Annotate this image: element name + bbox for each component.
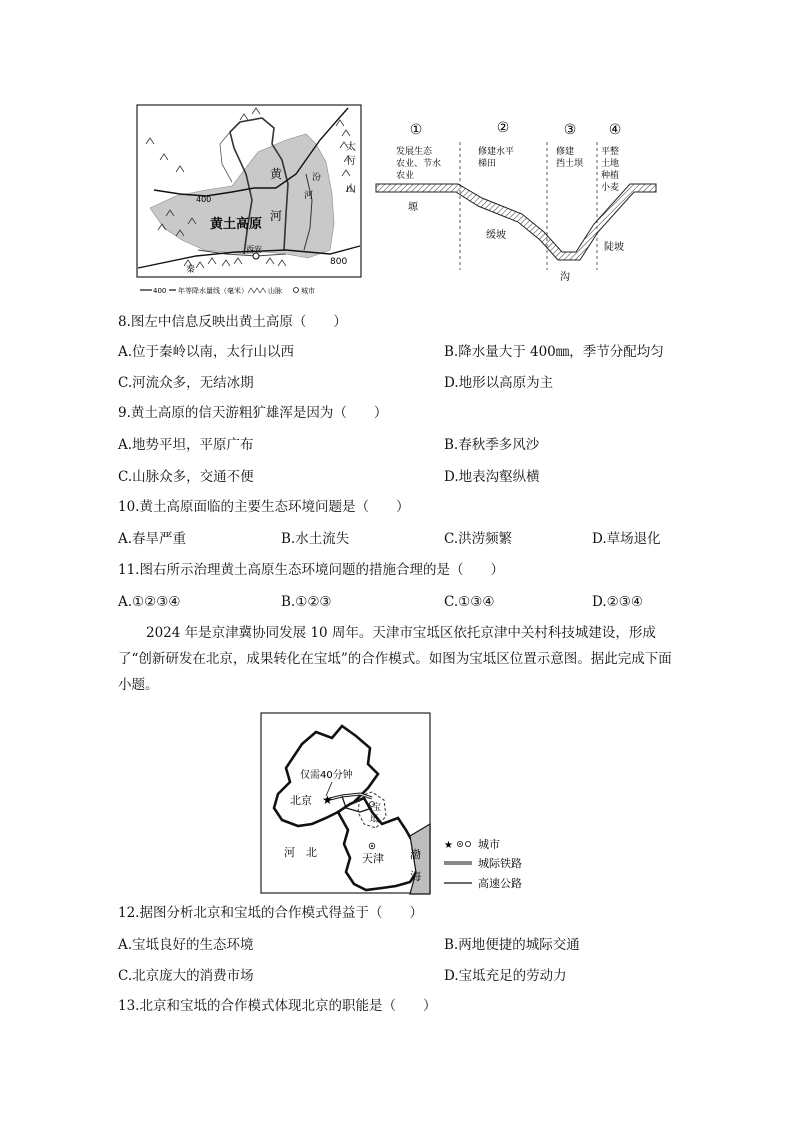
legend-line-value: 400 xyxy=(153,287,167,295)
label-he2: 河 xyxy=(304,191,314,201)
label-beijing: 北京 xyxy=(290,794,312,807)
question-11-option-d[interactable]: D.②③④ xyxy=(592,594,643,610)
label-gentle-slope: 缓坡 xyxy=(486,230,506,241)
question-8-option-c[interactable]: C.河流众多，无结冰期 xyxy=(118,375,254,391)
label-baodi-1: 宝 xyxy=(372,803,382,813)
legend-mountain-text: 山脉 xyxy=(268,287,282,295)
question-9-option-a[interactable]: A.地势平坦，平原广布 xyxy=(118,437,254,453)
label-huang: 黄 xyxy=(270,167,283,181)
measure-1-line-1: 发展生态 xyxy=(396,147,433,157)
label-iso400: 400 xyxy=(196,195,212,204)
question-8-stem: 8.图左中信息反映出黄土高原（ ） xyxy=(118,314,347,330)
header-1: ① xyxy=(409,122,423,138)
measure-2-line-2: 梯田 xyxy=(478,159,497,169)
question-12-option-b[interactable]: B.两地便捷的城际交通 xyxy=(444,937,580,953)
label-tianjin: 天津 xyxy=(362,852,384,865)
label-he: 河 xyxy=(270,209,283,223)
question-12-option-d[interactable]: D.宝坻充足的劳动力 xyxy=(444,968,567,984)
passage-text: 2024 年是京津冀协同发展 10 周年。天津市宝坻区依托京津中关村科技城建设，形成了“创新研发在北京，成果转化在宝坻”的合作模式。如图为宝坻区位置示意图。据此完成下面小题。 xyxy=(118,625,672,693)
label-plateau: 黄土高原 xyxy=(210,217,263,232)
question-10-stem: 10.黄土高原面临的主要生态环境问题是（ ） xyxy=(118,499,410,515)
question-8-option-d[interactable]: D.地形以高原为主 xyxy=(444,375,554,391)
measure-1-line-3: 农业 xyxy=(396,171,415,181)
label-hebei: 河 北 xyxy=(284,846,317,859)
legend-circle-icon xyxy=(465,841,470,846)
label-bohai-2: 海 xyxy=(410,870,421,883)
legend-city: 城市 xyxy=(478,838,500,851)
label-bohai-1: 渤 xyxy=(410,848,421,861)
legend-city-text: 城市 xyxy=(301,287,315,295)
label-qin: 秦 xyxy=(186,265,196,275)
measure-1-line-2: 农业、节水 xyxy=(396,159,442,169)
question-8-option-a[interactable]: A.位于秦岭以南，太行山以西 xyxy=(118,344,295,360)
question-11-stem: 11.图右所示治理黄土高原生态环境问题的措施合理的是（ ） xyxy=(118,562,504,578)
question-9-option-c[interactable]: C.山脉众多，交通不便 xyxy=(118,469,254,485)
measure-4-line-3: 种植 xyxy=(601,171,620,181)
header-4: ④ xyxy=(608,122,622,138)
question-11-option-b[interactable]: B.①②③ xyxy=(281,594,332,610)
label-taihang-2: 行 xyxy=(346,156,356,167)
measure-3-line-2: 挡土坝 xyxy=(556,159,584,169)
question-11-option-a[interactable]: A.①②③④ xyxy=(118,594,181,610)
legend-star-icon: ★ xyxy=(444,840,453,851)
question-10-option-c[interactable]: C.洪涝频繁 xyxy=(444,531,513,547)
label-taihang-1: 太 xyxy=(346,142,356,153)
legend-line-text: 年等降水量线（毫米） xyxy=(178,287,248,295)
loess-plateau-map xyxy=(136,104,362,300)
label-gully: 沟 xyxy=(560,272,570,283)
question-12-stem: 12.据图分析北京和宝坻的合作模式得益于（ ） xyxy=(118,905,423,921)
question-10-option-a[interactable]: A.春旱严重 xyxy=(118,531,187,547)
measure-4-line-1: 平整 xyxy=(601,147,620,157)
question-10-option-b[interactable]: B.水土流失 xyxy=(281,531,350,547)
header-2: ② xyxy=(496,120,510,136)
measure-4-line-4: 小麦 xyxy=(601,183,620,193)
label-fen: 汾 xyxy=(312,173,322,183)
question-9-option-d[interactable]: D.地表沟壑纵横 xyxy=(444,469,540,485)
measure-2-line-1: 修建水平 xyxy=(478,147,515,157)
city-legend-icon xyxy=(294,288,299,293)
label-iso800: 800 xyxy=(330,257,348,267)
mountain-legend-icon xyxy=(248,288,266,293)
gully-profile-diagram xyxy=(372,112,662,292)
question-8-option-b[interactable]: B.降水量大于 400㎜，季节分配均匀 xyxy=(444,344,664,360)
legend-rail: 城际铁路 xyxy=(478,857,522,870)
question-9-option-b[interactable]: B.春秋季多风沙 xyxy=(444,437,540,453)
question-13-stem: 13.北京和宝坻的合作模式体现北京的职能是（ ） xyxy=(118,998,437,1014)
legend-road: 高速公路 xyxy=(478,877,522,890)
label-taihang-3: 山 xyxy=(346,184,356,195)
map-legend-2 xyxy=(444,838,522,890)
measure-3-line-1: 修建 xyxy=(556,147,575,157)
label-baodi-2: 坻 xyxy=(370,815,380,825)
label-steep-slope: 陡坡 xyxy=(604,242,624,253)
question-12-option-c[interactable]: C.北京庞大的消费市场 xyxy=(118,968,254,984)
question-9-stem: 9.黄土高原的信天游粗犷雄浑是因为（ ） xyxy=(118,405,388,421)
baodi-location-map xyxy=(260,712,560,896)
question-10-option-d[interactable]: D.草场退化 xyxy=(592,531,661,547)
measure-4-line-2: 土地 xyxy=(601,159,620,169)
header-3: ③ xyxy=(563,122,577,138)
label-xian: 西安 xyxy=(246,245,262,254)
beijing-star-icon: ★ xyxy=(322,793,333,807)
question-11-option-c[interactable]: C.①③④ xyxy=(444,594,495,610)
map-legend xyxy=(140,286,315,295)
label-travel-time: 仅需40分钟 xyxy=(300,770,353,781)
question-12-option-a[interactable]: A.宝坻良好的生态环境 xyxy=(118,937,254,953)
label-yuan: 塬 xyxy=(408,202,418,213)
